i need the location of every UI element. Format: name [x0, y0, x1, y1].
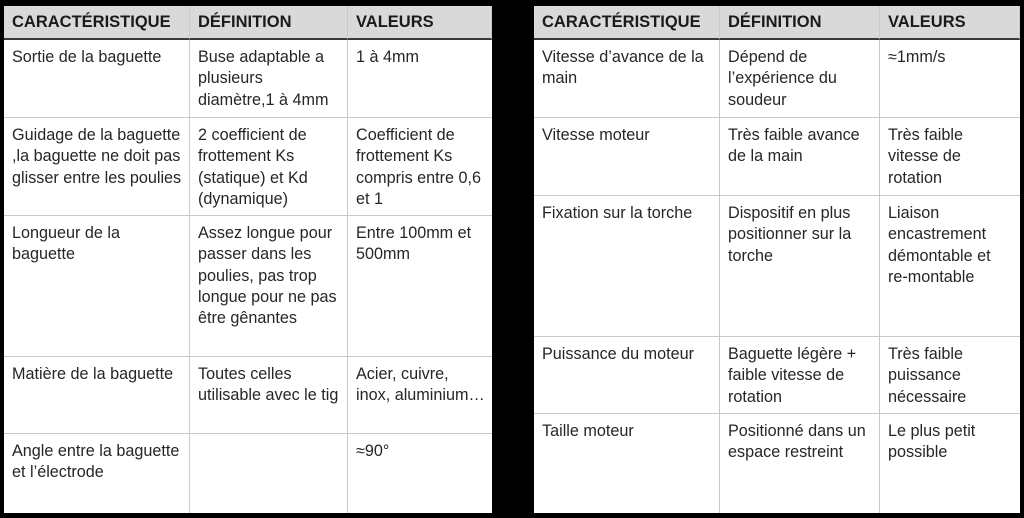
right-table-panel — [534, 6, 1020, 513]
left-row-2-caracteristique: Guidage de la baguette ,la baguette ne doit pas glisser entre les poulies — [4, 118, 190, 216]
right-row-5-definition: Positionné dans un espace restreint — [720, 414, 880, 513]
right-row-3-definition: Dispositif en plus positionner sur la torche — [720, 196, 880, 337]
right-header-valeurs: VALEURS — [880, 6, 1020, 40]
left-row-2-valeurs: Coefficient de frottement Ks compris entre 0,6 et 1 — [348, 118, 492, 216]
left-header-caracteristique: CARACTÉRISTIQUE — [4, 6, 190, 40]
left-row-1-definition: Buse adaptable a plusieurs diamètre,1 à 4mm — [190, 40, 348, 118]
left-table-panel — [4, 6, 492, 513]
left-row-4-caracteristique: Matière de la baguette — [4, 357, 190, 434]
right-row-5-caracteristique: Taille moteur — [534, 414, 720, 513]
left-row-4-valeurs: Acier, cuivre, inox, aluminium… — [348, 357, 492, 434]
left-row-3-caracteristique: Longueur de la baguette — [4, 216, 190, 357]
left-row-5-definition — [190, 434, 348, 513]
right-row-3-valeurs: Liaison encastrement démontable et re-montable — [880, 196, 1020, 337]
left-row-5-valeurs: ≈90° — [356, 442, 390, 460]
right-row-4-valeurs: Très faible puissance nécessaire — [880, 337, 1020, 414]
right-row-2-definition: Très faible avance de la main — [720, 118, 880, 196]
left-row-5-caracteristique: Angle entre la baguette et l’électrode — [4, 434, 190, 513]
left-header-definition: DÉFINITION — [190, 6, 348, 40]
left-row-3-definition: Assez longue pour passer dans les poulies, pas trop longue pour ne pas être gênantes — [190, 216, 348, 357]
right-row-1-valeurs: ≈1mm/s — [880, 40, 1020, 118]
left-row-1-caracteristique: Sortie de la baguette — [4, 40, 190, 118]
left-row-1-valeurs: 1 à 4mm — [348, 40, 492, 118]
right-row-5-valeurs: Le plus petit possible — [888, 422, 976, 462]
left-row-4-definition: Toutes celles utilisable avec le tig — [190, 357, 348, 434]
right-header-definition: DÉFINITION — [720, 6, 880, 40]
left-table — [4, 6, 492, 513]
left-row-3-valeurs: Entre 100mm et 500mm — [348, 216, 492, 357]
right-row-4-definition: Baguette légère + faible vitesse de rotation — [720, 337, 880, 414]
right-row-1-caracteristique: Vitesse d’avance de la main — [534, 40, 720, 118]
right-table — [534, 6, 1020, 513]
right-row-2-valeurs: Très faible vitesse de rotation — [880, 118, 1020, 196]
right-row-2-caracteristique: Vitesse moteur — [534, 118, 720, 196]
right-row-3-caracteristique: Fixation sur la torche — [534, 196, 720, 337]
right-header-caracteristique: CARACTÉRISTIQUE — [534, 6, 720, 40]
right-row-4-caracteristique: Puissance du moteur — [534, 337, 720, 414]
right-row-1-definition: Dépend de l’expérience du soudeur — [720, 40, 880, 118]
left-header-valeurs: VALEURS — [348, 6, 492, 40]
left-row-2-definition: 2 coefficient de frottement Ks (statique) et Kd (dynamique) — [190, 118, 348, 216]
